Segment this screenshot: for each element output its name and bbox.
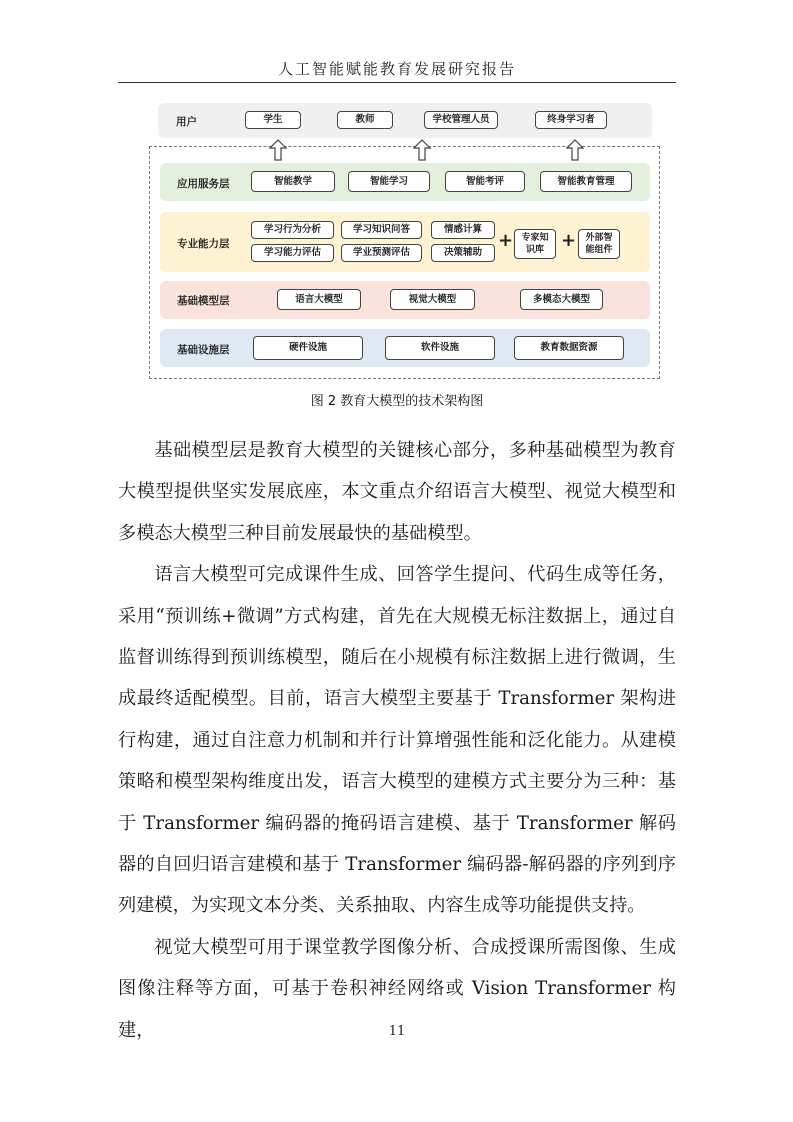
- model-box: 多模态大模型: [520, 289, 603, 310]
- page-header: 人工智能赋能教育发展研究报告: [277, 60, 516, 78]
- expert-knowledge-box: 专家知识库: [514, 229, 556, 259]
- plus-sign: +: [561, 230, 577, 251]
- user-box: 教师: [337, 111, 393, 129]
- up-arrow-icon: [269, 139, 287, 161]
- model-box: 视觉大模型: [390, 289, 475, 310]
- paragraph: 基础模型层是教育大模型的关键核心部分，多种基础模型为教育大模型提供坚实发展底座，本文重点介绍语言大模型、视觉大模型和多模态大模型三种目前发展最快的基础模型。: [118, 440, 676, 544]
- user-layer-label: 用户: [176, 116, 197, 128]
- user-box: 学校管理人员: [424, 111, 498, 129]
- app-box: 智能考评: [445, 171, 525, 192]
- infra-layer-label: 基础设施层: [177, 344, 230, 356]
- capability-box: 决策辅助: [431, 244, 495, 262]
- page-number: 11: [388, 1024, 406, 1039]
- app-box: 智能学习: [348, 171, 430, 192]
- capability-box: 学习知识问答: [341, 221, 422, 239]
- plus-sign: +: [498, 230, 514, 251]
- model-box: 语言大模型: [277, 289, 361, 310]
- infra-box: 教育数据资源: [514, 336, 624, 360]
- app-box: 智能教育管理: [540, 171, 632, 192]
- app-layer-label: 应用服务层: [177, 178, 230, 190]
- app-box: 智能教学: [251, 171, 335, 192]
- capability-box: 学习行为分析: [251, 221, 334, 239]
- capability-box: 学业预测评估: [341, 244, 422, 262]
- capability-layer-label: 专业能力层: [177, 238, 230, 250]
- capability-box: 情感计算: [431, 221, 495, 239]
- header-rule: [118, 82, 676, 83]
- figure-caption: 图 2 教育大模型的技术架构图: [310, 394, 484, 409]
- up-arrow-icon: [566, 139, 584, 161]
- user-box: 学生: [245, 111, 301, 129]
- model-layer-label: 基础模型层: [177, 295, 230, 307]
- infra-box: 硬件设施: [253, 336, 363, 360]
- infra-box: 软件设施: [385, 336, 495, 360]
- body-text: [118, 430, 676, 1051]
- external-component-box: 外部智能组件: [578, 229, 620, 259]
- paragraph: 语言大模型可完成课件生成、回答学生提问、代码生成等任务，采用“预训练+微调”方式构建，首先在大规模无标注数据上，通过自监督训练得到预训练模型，随后在小规模有标注数据上进行微调，生成最终适配模型。目前，语言大模型主要基于 Transformer 架构进行构建，通过自注意力机制和并行计算增强性能和泛化能力。从建模策略和模型架构维度出发，语言大模型的建模方式主要分为三种：基于 Transformer 编码器的掩码语言建模、基于 Transformer 解码器的自回归语言建模和基于 Transformer 编码器-解码器的序列到序列建模，为实现文本分类、关系抽取、内容生成等功能提供支持。: [118, 564, 676, 917]
- user-box: 终身学习者: [535, 111, 607, 129]
- up-arrow-icon: [413, 139, 431, 161]
- capability-box: 学习能力评估: [251, 244, 334, 262]
- paragraph: 视觉大模型可用于课堂教学图像分析、合成授课所需图像、生成图像注释等方面，可基于卷积神经网络或 Vision Transformer 构建，: [118, 936, 676, 1041]
